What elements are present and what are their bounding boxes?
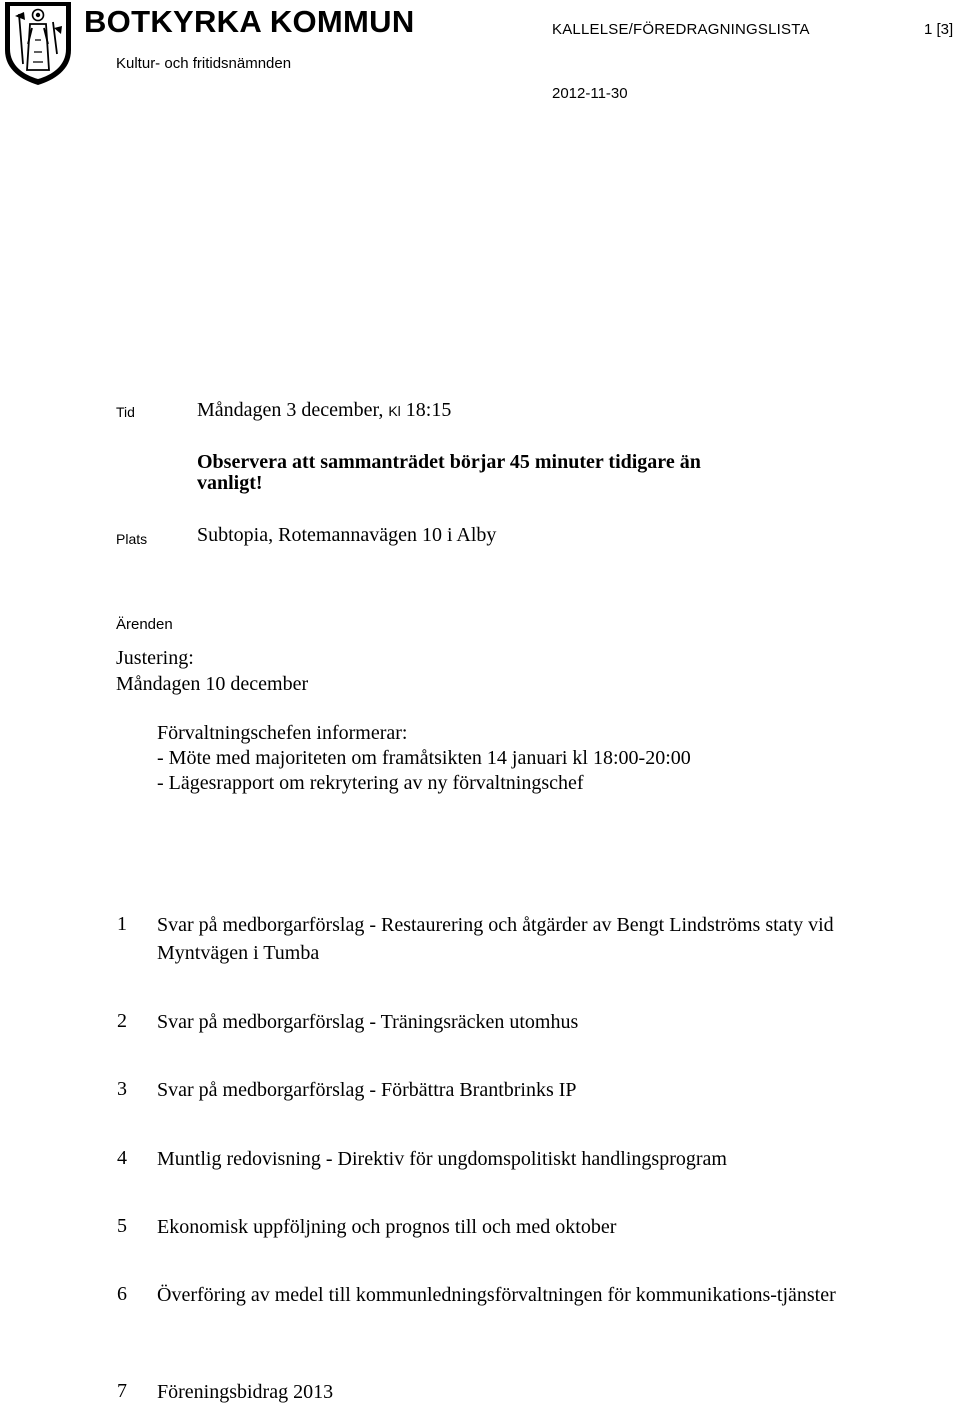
- time-value-suffix: 18:15: [405, 399, 452, 421]
- adjustment-label: Justering:: [116, 647, 194, 669]
- time-value-kl: Kl: [388, 403, 401, 419]
- info-item: - Lägesrapport om rekrytering av ny förvaltningschef: [157, 772, 584, 794]
- place-label: Plats: [116, 531, 148, 547]
- info-item: - Möte med majoriteten om framåtsikten 14 januari kl 18:00-20:00: [157, 747, 691, 769]
- agenda-item-number: 1: [117, 913, 127, 935]
- document-date: 2012-11-30: [552, 85, 628, 102]
- matters-label: Ärenden: [116, 616, 173, 633]
- agenda-item-number: 3: [117, 1078, 127, 1100]
- agenda-item-text: Ekonomisk uppföljning och prognos till och med oktober: [157, 1216, 617, 1238]
- agenda-item-number: 4: [117, 1147, 127, 1169]
- time-label: Tid: [116, 404, 135, 420]
- notice-line-2: vanligt!: [197, 472, 263, 494]
- info-title: Förvaltningschefen informerar:: [157, 722, 408, 744]
- agenda-item-number: 6: [117, 1283, 127, 1305]
- organization-name: BOTKYRKA KOMMUN: [84, 4, 415, 39]
- agenda-item-text: Svar på medborgarförslag - Restaurering och åtgärder av Bengt Lindströms staty vid Myntvägen i Tumba: [157, 914, 834, 964]
- time-value: [197, 399, 451, 422]
- agenda-item-text: Svar på medborgarförslag - Förbättra Brantbrinks IP: [157, 1079, 577, 1101]
- adjustment-date: Måndagen 10 december: [116, 673, 309, 695]
- page-number: 1 [3]: [924, 21, 954, 38]
- agenda-item-text: Svar på medborgarförslag - Träningsräcken utomhus: [157, 1011, 579, 1033]
- agenda-item-text: Muntlig redovisning - Direktiv för ungdomspolitiskt handlingsprogram: [157, 1148, 727, 1170]
- place-value: Subtopia, Rotemannavägen 10 i Alby: [197, 524, 497, 546]
- agenda-item-text: Föreningsbidrag 2013: [157, 1381, 334, 1403]
- time-value-prefix: Måndagen 3 december,: [197, 399, 384, 421]
- agenda-item-number: 2: [117, 1010, 127, 1032]
- document-type: KALLELSE/FÖREDRAGNINGSLISTA: [552, 21, 810, 38]
- notice-line-1: Observera att sammanträdet börjar 45 minuter tidigare än: [197, 451, 701, 473]
- agenda-item-number: 7: [117, 1380, 127, 1402]
- coat-of-arms-icon: [2, 0, 74, 86]
- department-name: Kultur- och fritidsnämnden: [116, 55, 292, 72]
- agenda-item-number: 5: [117, 1215, 127, 1237]
- agenda-item-text: Överföring av medel till kommunledningsförvaltningen för kommunikations-tjänster: [157, 1284, 836, 1306]
